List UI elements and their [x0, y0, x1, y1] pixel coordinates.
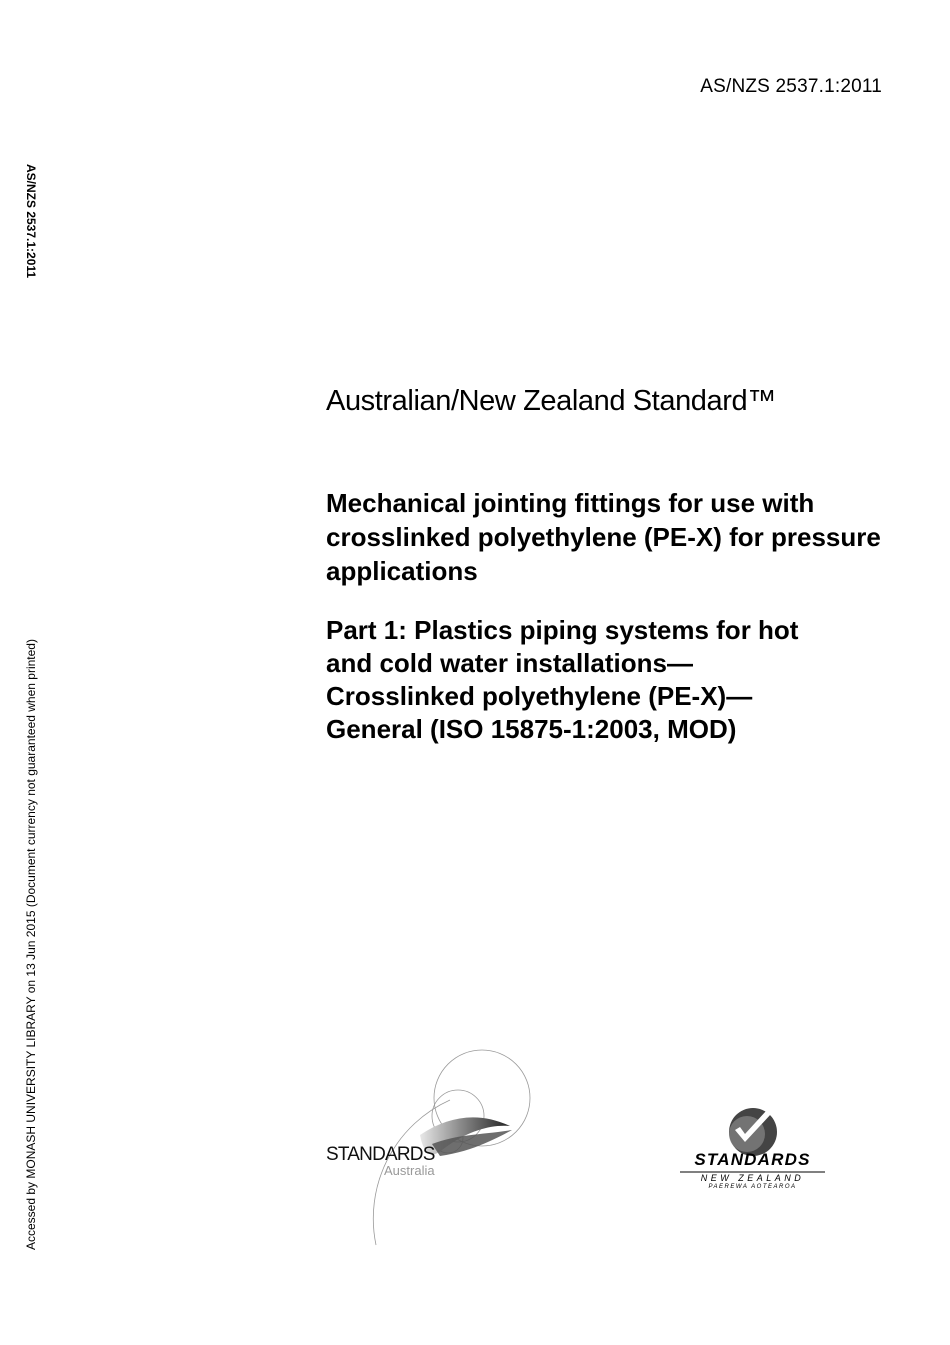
part-title-line: Crosslinked polyethylene (PE-X)—: [326, 681, 753, 711]
standards-australia-wordmark: STANDARDS: [326, 1144, 435, 1165]
standard-type: Australian/New Zealand Standard™: [326, 385, 776, 417]
access-notice: Accessed by MONASH UNIVERSITY LIBRARY on 13 Jun 2015 (Document currency not guaranteed when printed): [24, 639, 38, 1250]
standards-nz-subtext: NEW ZEALAND: [700, 1173, 805, 1183]
standards-australia-subtext: Australia: [384, 1163, 435, 1178]
document-number: AS/NZS 2537.1:2011: [700, 76, 882, 97]
standards-nz-wordmark: STANDARDS: [694, 1150, 811, 1169]
part-title-line: General (ISO 15875-1:2003, MOD): [326, 714, 737, 744]
part-title: [326, 614, 896, 746]
document-title: Mechanical jointing fittings for use with crosslinked polyethylene (PE-X) for pressure applications: [326, 488, 881, 586]
part-title-line: Part 1: Plastics piping systems for hot: [326, 615, 799, 645]
standards-nz-maori-text: PAEREWA AOTEAROA: [708, 1184, 797, 1190]
spine-document-number: AS/NZS 2537.1:2011: [24, 164, 38, 279]
part-title-line: and cold water installations—: [326, 648, 693, 678]
